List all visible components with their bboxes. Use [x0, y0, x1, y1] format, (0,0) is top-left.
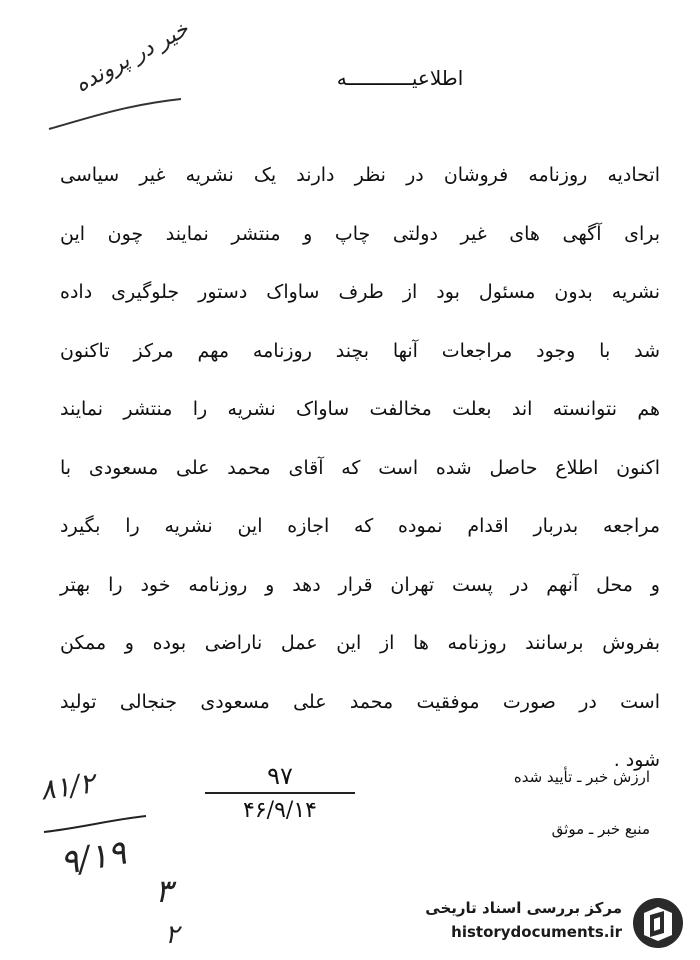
handwritten-note-bottom-left: ۸۱/۲	[37, 766, 97, 807]
body-line: شود .	[613, 749, 660, 771]
handwritten-stroke-icon	[45, 95, 185, 135]
watermark-url: historydocuments.ir	[451, 923, 622, 941]
body-line: بفروش برسانند روزنامه ها از این عمل ناراضی بوده و ممکن	[60, 632, 660, 654]
body-line: برای آگهی های غیر دولتی چاپ و منتشر نمایند چون این	[60, 222, 660, 245]
body-line: و محل آنهم در پست تهران قرار دهد و روزنامه خود را بهتر	[60, 573, 660, 596]
news-source-line: منبع خبر ـ موثق	[551, 820, 650, 838]
document-number: ۹۷	[205, 762, 355, 794]
body-line: هم نتوانسته اند بعلت مخالفت ساواک نشریه را منتشر نمایند	[60, 398, 660, 420]
handwritten-date-bottom-left: ۹/۱۹	[57, 832, 130, 884]
body-line: اتحادیه روزنامه فروشان در نظر دارند یک نشریه غیر سیاسی	[60, 164, 660, 186]
document-number-block	[205, 762, 355, 823]
body-line: شد با وجود مراجعات آنها بچند روزنامه مهم مرکز تاکنون	[60, 339, 660, 362]
handwritten-mark: ۳	[155, 872, 173, 910]
handwritten-mark: ۲	[165, 920, 179, 950]
handwritten-divider-icon	[40, 812, 150, 836]
archive-logo-icon	[630, 895, 686, 951]
body-line: است در صورت موفقیت محمد علی مسعودی جنجالی تولید	[60, 690, 660, 713]
handwritten-note-top-left: خیر در پرونده	[71, 16, 194, 98]
document-date: ۴۶/۹/۱۴	[243, 798, 317, 823]
body-text	[60, 155, 660, 799]
body-line: نشریه بدون مسئول بود از طرف ساواک دستور جلوگیری داده	[60, 281, 660, 303]
news-value-line: ارزش خبر ـ تأیید شده	[513, 768, 650, 786]
body-line: مراجعه بدربار اقدام نموده که اجازه این نشریه را بگیرد	[60, 515, 660, 537]
watermark	[410, 893, 690, 953]
watermark-name: مرکز بررسی اسناد تاریخی	[425, 899, 622, 917]
page-title: اطلاعیـــــــــــه	[336, 66, 464, 90]
body-line: اکنون اطلاع حاصل شده است که آقای محمد علی مسعودی با	[60, 456, 660, 479]
